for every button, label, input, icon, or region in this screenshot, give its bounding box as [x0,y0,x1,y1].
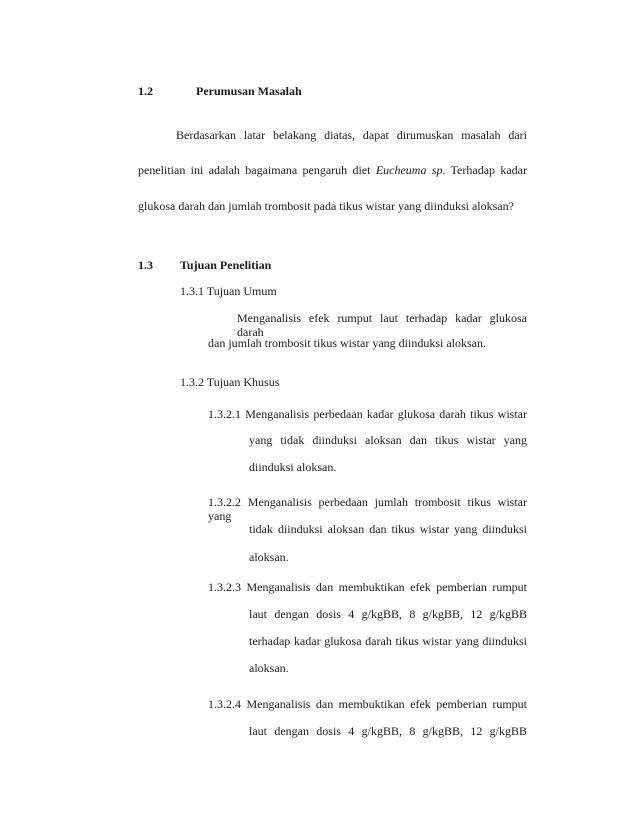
subsection-heading-tujuan-umum: 1.3.1 Tujuan Umum [180,284,277,298]
list-item-line: diinduksi aloksan. [249,460,337,474]
species-name: Eucheuma sp. [375,163,446,177]
list-item-line: 1.3.2.3 Menganalisis dan membuktikan efek pemberian rumput [208,580,527,594]
list-item-line: terhadap kadar glukosa darah tikus wistar yang diinduksi [249,634,527,648]
list-item-line: aloksan. [249,661,289,675]
list-item-line: laut dengan dosis 4 g/kgBB, 8 g/kgBB, 12 g/kgBB [249,724,527,738]
section-number-1-3: 1.3 [138,258,153,272]
section-title-tujuan-penelitian: Tujuan Penelitian [180,258,272,272]
list-item-line: laut dengan dosis 4 g/kgBB, 8 g/kgBB, 12 g/kgBB [249,607,527,621]
section-title-perumusan-masalah: Perumusan Masalah [196,84,302,98]
subsection-heading-tujuan-khusus: 1.3.2 Tujuan Khusus [180,375,280,389]
list-item-line: yang tidak diinduksi aloksan dan tikus wistar yang [249,433,527,447]
paragraph-line: Berdasarkan latar belakang diatas, dapat dirumuskan masalah dari [176,128,527,142]
list-item-line: 1.3.2.1 Menganalisis perbedaan kadar glukosa darah tikus wistar [208,407,527,421]
paragraph-line: glukosa darah dan jumlah trombosit pada tikus wistar yang diinduksi aloksan? [138,199,514,213]
list-item-line: 1.3.2.2 Menganalisis perbedaan jumlah trombosit tikus wistar yang [208,495,527,523]
list-item-line: 1.3.2.4 Menganalisis dan membuktikan efek pemberian rumput [208,697,527,711]
paragraph-line: dan jumlah trombosit tikus wistar yang diinduksi aloksan. [208,336,486,350]
paragraph-line: Menganalisis efek rumput laut terhadap kadar glukosa darah [237,311,527,339]
paragraph-line: penelitian ini adalah bagaimana pengaruh diet Eucheuma sp. Terhadap kadar [138,163,527,177]
list-item-line: tidak diinduksi aloksan dan tikus wistar yang diinduksi [249,522,527,536]
list-item-line: aloksan. [249,550,289,564]
section-number-1-2: 1.2 [138,84,153,98]
